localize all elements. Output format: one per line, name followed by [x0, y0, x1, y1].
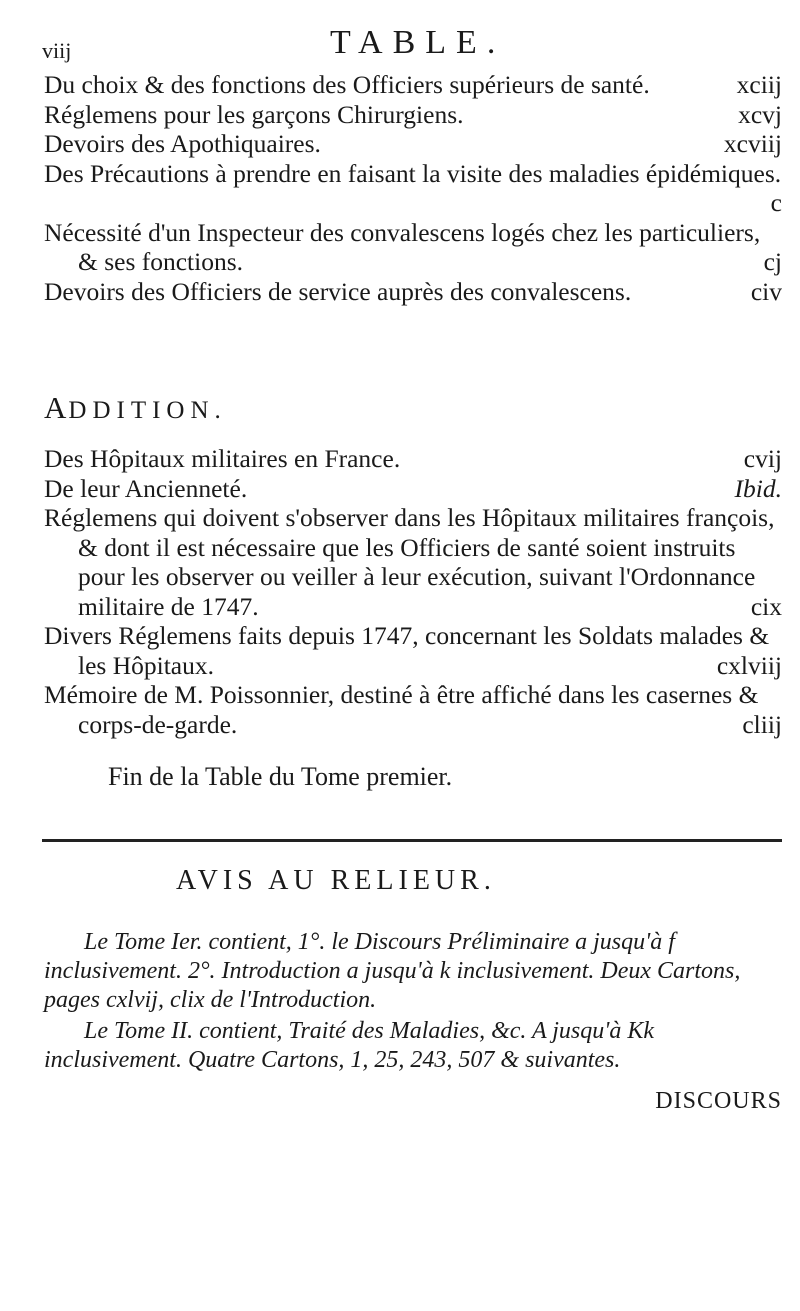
toc-entry-text: Réglemens qui doivent s'observer dans les Hôpitaux militaires françois, & dont il est nécessaire que les Officiers de santé soient instruits pour les observer ou veiller à leur exécution, suivant l'Ordonnance militaire de 1747. [44, 503, 775, 621]
toc-entry-text: Devoirs des Officiers de service auprès des convalescens. [44, 276, 632, 306]
toc-entry [44, 129, 782, 159]
toc-entry-page: civ [750, 276, 782, 306]
running-title: TABLE. [330, 24, 506, 61]
page-header [40, 18, 780, 63]
toc-entry-text: De leur Ancienneté. [44, 473, 248, 503]
toc-entry-text: Nécessité d'un Inspecteur des convalescens logés chez les particuliers, & ses fonctions. [44, 217, 761, 276]
toc-entry-page: cix [750, 591, 782, 621]
toc-entry [44, 474, 782, 504]
toc-entry-text: Devoirs des Apothiquaires. [44, 129, 321, 158]
page-number: viij [42, 38, 72, 63]
addition-contents [44, 444, 782, 739]
toc-entry [44, 277, 782, 307]
binder-notice [44, 928, 782, 1077]
binder-notice-tome-1: Le Tome Ier. contient, 1°. le Discours Préliminaire a jusqu'à f inclusivement. 2°. Introduction a jusqu'à k inclusivement. Deux Cartons, pages cxlvij, clix de l'Introduction. [44, 929, 741, 1013]
toc-entry [44, 621, 782, 680]
addition-heading [44, 390, 227, 426]
catchword: DISCOURS [655, 1088, 782, 1114]
toc-entry [44, 503, 782, 621]
toc-entry [44, 444, 782, 474]
toc-entry-page: xcviij [723, 129, 782, 158]
toc-entry-text: Des Hôpitaux militaires en France. [44, 444, 401, 473]
toc-entry [44, 70, 782, 100]
end-of-table-note: Fin de la Table du Tome premier. [108, 762, 453, 791]
toc-entry-page: xcvj [738, 99, 782, 129]
toc-entry-page: cj [763, 247, 782, 276]
binder-notice-tome-2: Le Tome II. contient, Traité des Maladies, &c. A jusqu'à Kk inclusivement. Quatre Cartons, 1, 25, 243, 507 & suivantes. [44, 1018, 654, 1073]
table-of-contents [44, 70, 782, 306]
toc-entry [44, 100, 782, 130]
toc-entry-page: cliij [742, 709, 782, 739]
toc-entry-page: xciij [736, 70, 782, 99]
addition-heading-initial: A [44, 390, 69, 425]
toc-entry-page: cvij [743, 444, 782, 473]
toc-entry [44, 680, 782, 739]
toc-entry [44, 159, 782, 218]
toc-entry-page: cxlviij [716, 650, 782, 680]
toc-entry-text: Mémoire de M. Poissonnier, destiné à être affiché dans les casernes & corps-de-garde. [44, 680, 759, 739]
toc-entry-page: Ibid. [734, 473, 782, 503]
toc-entry-text: Divers Réglemens faits depuis 1747, concernant les Soldats malades & les Hôpitaux. [44, 621, 770, 680]
section-divider [42, 839, 782, 842]
toc-entry-text: Réglemens pour les garçons Chirurgiens. [44, 99, 464, 129]
addition-heading-rest: DDITION. [68, 397, 227, 424]
toc-entry-page: c [770, 188, 782, 217]
avis-title: AVIS AU RELIEUR. [176, 865, 496, 896]
toc-entry-text: Du choix & des fonctions des Officiers supérieurs de santé. [44, 70, 650, 99]
toc-entry-text: Des Précautions à prendre en faisant la visite des maladies épidémiques. [44, 158, 782, 188]
toc-entry [44, 218, 782, 277]
